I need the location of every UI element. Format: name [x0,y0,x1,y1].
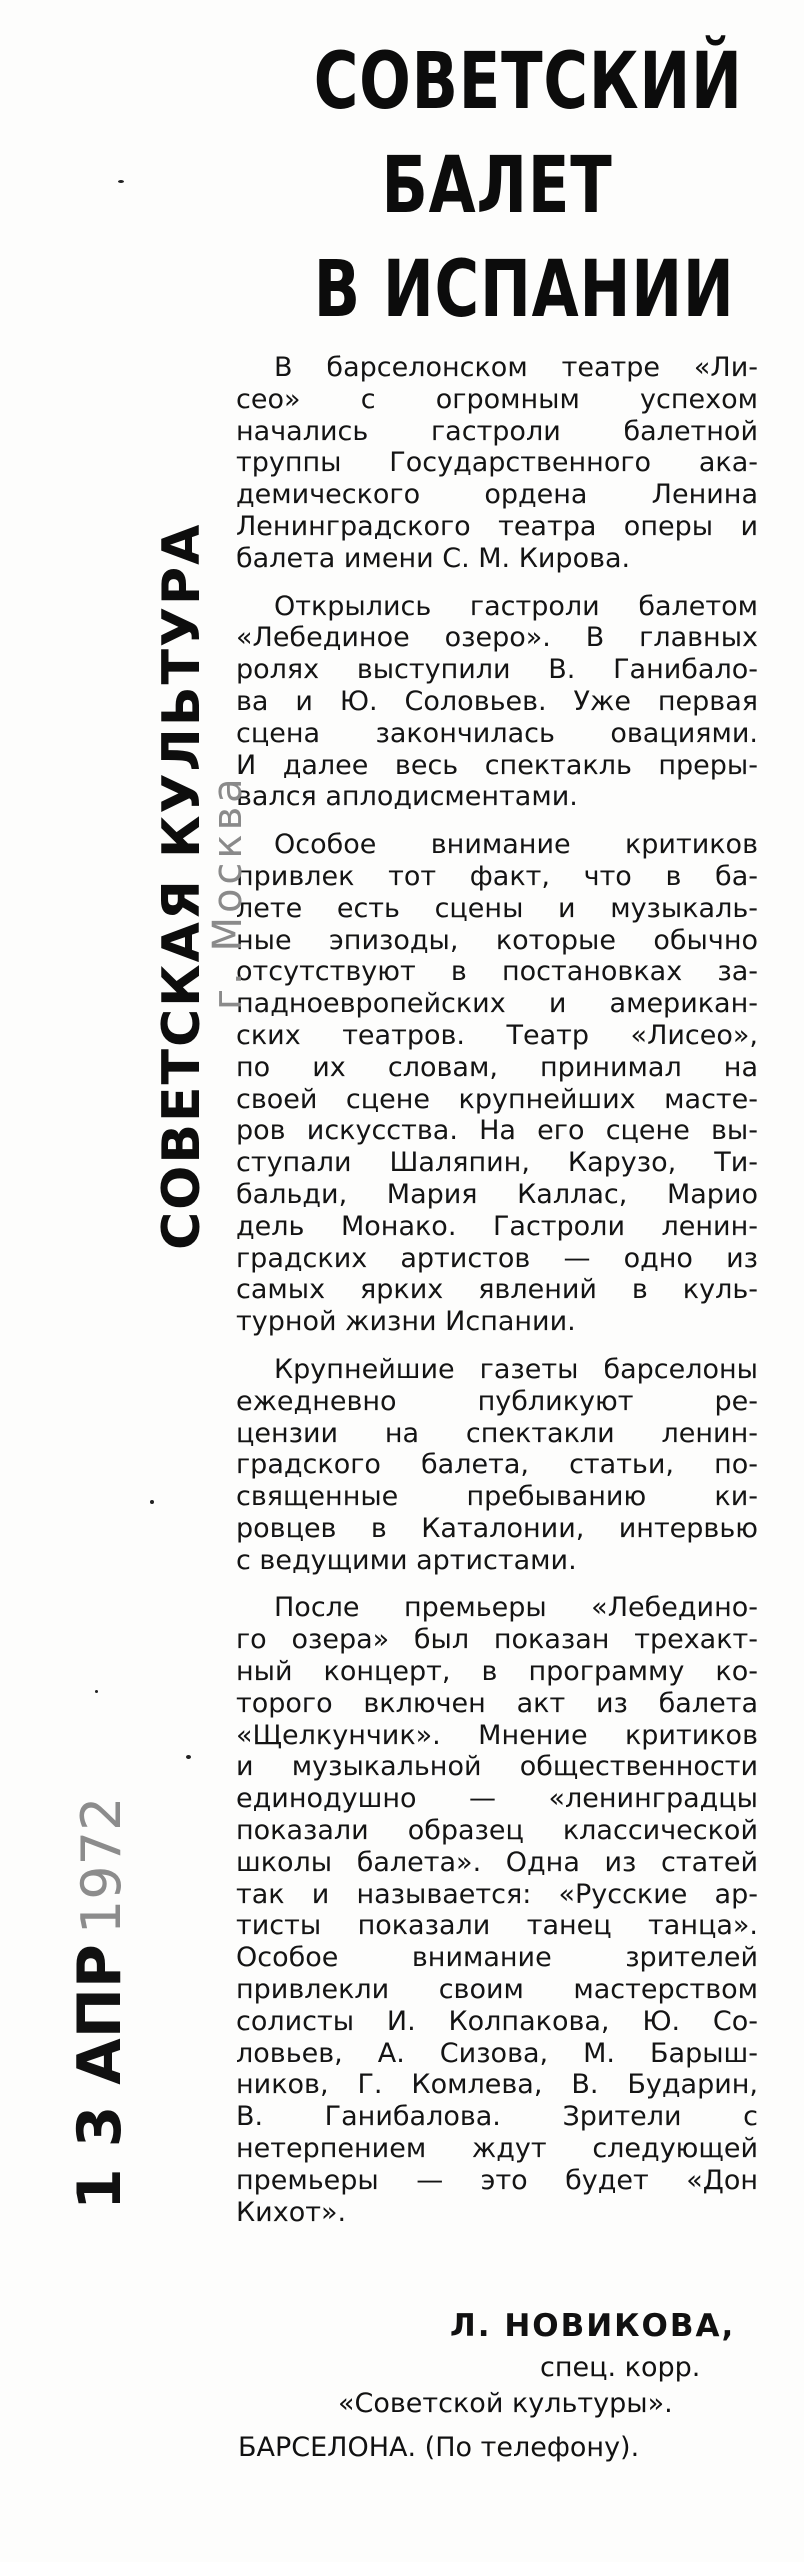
article-line: ских театров. Театр «Лисео», [236,1019,758,1051]
article-line: бальди, Мария Каллас, Марио [236,1178,758,1210]
article-line: сцена закончилась овациями. [236,717,758,749]
speck [186,1755,191,1759]
headline-line-3: В ИСПАНИИ [313,245,735,335]
article-line: ступали Шаляпин, Карузо, Ти- [236,1147,758,1179]
headline-line-1: СОВЕТСКИЙ [313,37,743,127]
article-line: единодушно — «ленинградцы [236,1783,758,1815]
article-line: священные пребыванию ки- [236,1481,758,1513]
author-role: спец. корр. [540,2352,701,2383]
article-line: начались гастроли балетной [236,415,758,447]
date-stamp-day-month: 1 3 АПР [65,1944,135,2210]
article-line: с ведущими артистами. [236,1544,577,1576]
article-line: Особое внимание зрителей [236,1942,758,1974]
article-line: го озера» был показан трехакт- [236,1624,758,1656]
author-name: Л. НОВИКОВА, [450,2308,736,2344]
article-line: тисты показали танец танца». [236,1910,758,1942]
article-line: ежедневно публикуют ре- [236,1385,758,1417]
article-line: ров искусства. На его сцене вы- [236,1115,758,1147]
dateline-place: БАРСЕЛОНА. (По телефону). [238,2432,640,2463]
article-line: турной жизни Испании. [236,1306,576,1338]
article-line: и музыкальной общественности [236,1751,758,1783]
article-line: И далее весь спектакль преры- [236,749,758,781]
article-line: премьеры — это будет «Дон [236,2164,758,2196]
speck [95,1690,98,1693]
article-line: так и называется: «Русские ар- [236,1878,758,1910]
article-line: нетерпением ждут следующей [236,2133,758,2165]
article-paragraph [236,829,758,1338]
article-paragraph [236,1592,758,2228]
newspaper-name-stamp: СОВЕТСКАЯ КУЛЬТУРА [152,522,212,1250]
article-line: градских артистов — одно из [236,1242,758,1274]
city-stamp: г. Москва [205,774,251,1010]
article-line: привлек тот факт, что в ба- [236,860,758,892]
article-line: самых ярких явлений в куль- [236,1274,758,1306]
article-line: привлекли своим мастерством [236,1974,758,2006]
article-line: дель Монако. Гастроли ленин- [236,1210,758,1242]
article-paragraph [236,591,758,814]
article-line: ловьев, А. Сизова, М. Барыш- [236,2037,758,2069]
article-line: Открылись гастроли балетом [274,590,758,622]
article-line: показали образец классической [236,1815,758,1847]
article-line: по их словам, принимал на [236,1051,758,1083]
article-line: В. Ганибалова. Зрители с [236,2101,758,2133]
article-line: школы балета». Одна из статей [236,1846,758,1878]
article-line: Кихот». [236,2196,347,2228]
article-line: ные эпизоды, которые обычно [236,924,758,956]
article-line: торого включен акт из балета [236,1687,758,1719]
article-line: цензии на спектакли ленин- [236,1417,758,1449]
speck [118,180,124,183]
article-paragraph [236,1354,758,1577]
article-line: сео» с огромным успехом [236,383,758,415]
article-line: вался аплодисментами. [236,781,578,813]
date-stamp [65,1797,135,2210]
article-line: солисты И. Колпакова, Ю. Со- [236,2005,758,2037]
article-line: «Лебединое озеро». В главных [236,622,758,654]
article-line: ва и Ю. Соловьев. Уже первая [236,685,758,717]
article-paragraph [236,352,758,575]
article-line: падноевропейских и американ- [236,988,758,1020]
article-line: Особое внимание критиков [274,829,758,861]
headline-line-2: БАЛЕТ [381,141,613,231]
article-line: В барселонском театре «Ли- [274,352,758,383]
article-body [236,352,758,2244]
article-line: «Щелкунчик». Мнение критиков [236,1719,758,1751]
article-line: градского балета, статьи, по- [236,1449,758,1481]
article-line: После премьеры «Лебедино- [274,1592,758,1624]
article-line: своей сцене крупнейших масте- [236,1083,758,1115]
article-line: труппы Государственного ака- [236,447,758,479]
article-line: ровцев в Каталонии, интервью [236,1512,758,1544]
article-headline [313,30,743,342]
date-stamp-year: 1972 [70,1796,133,1935]
author-newspaper: «Советской культуры». [338,2388,673,2419]
article-line: отсутствуют в постановках за- [236,956,758,988]
article-line: лете есть сцены и музыкаль- [236,892,758,924]
article-line: ный концерт, в программу ко- [236,1656,758,1688]
article-line: ролях выступили В. Ганибало- [236,654,758,686]
article-line: демического ордена Ленина [236,479,758,511]
article-line: ников, Г. Комлева, В. Бударин, [236,2069,758,2101]
article-line: балета имени С. М. Кирова. [236,542,631,574]
article-line: Ленинградского театра оперы и [236,510,758,542]
speck [150,1500,154,1504]
article-line: Крупнейшие газеты барселоны [274,1353,758,1385]
